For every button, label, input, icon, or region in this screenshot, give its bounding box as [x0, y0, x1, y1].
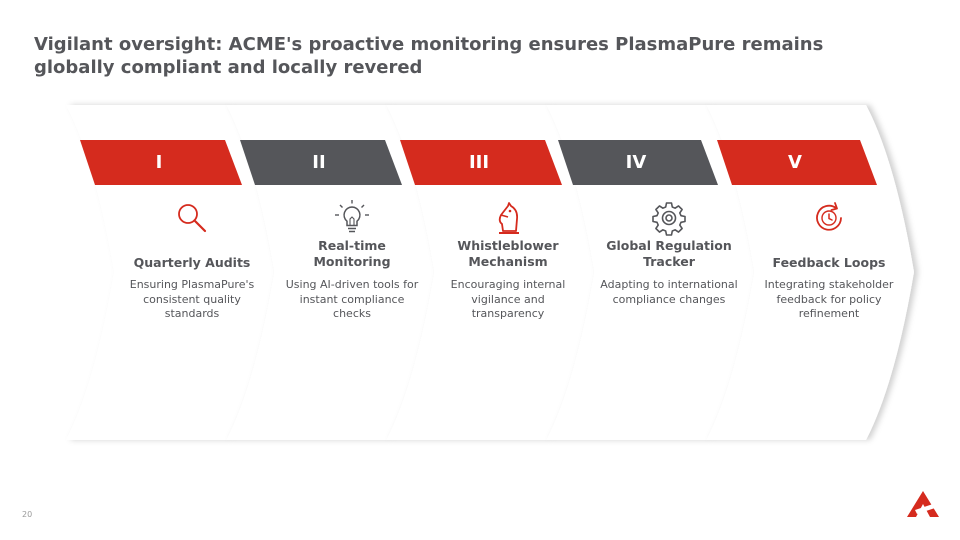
step-title: Quarterly Audits [133, 255, 251, 270]
numeral-1: I [155, 152, 163, 173]
step-description: Encouraging internal vigilance and transparency [450, 278, 566, 320]
magnifier-icon [122, 198, 262, 238]
numeral-2: II [312, 152, 326, 173]
numeral-5: V [788, 152, 802, 173]
acme-logo [906, 490, 940, 518]
step-description: Integrating stakeholder feedback for policy refinement [764, 278, 894, 320]
step-title: Feedback Loops [772, 255, 886, 270]
step-description: Ensuring PlasmaPure's consistent quality standards [129, 278, 255, 320]
step-title: Real-time Monitoring [313, 238, 391, 269]
step-description: Using AI-driven tools for instant compliance checks [285, 278, 419, 320]
refresh-clock-icon [759, 198, 899, 238]
page-number: 20 [22, 510, 33, 519]
step-title: Whistleblower Mechanism [457, 238, 559, 269]
step-title: Global Regulation Tracker [606, 238, 732, 269]
numeral-3: III [468, 152, 490, 173]
numeral-4: IV [625, 152, 647, 173]
step-description: Adapting to international compliance changes [600, 278, 738, 306]
slide-title: Vigilant oversight: ACME's proactive monitoring ensures PlasmaPure remains globally compliant and locally revered [34, 34, 824, 78]
gear-icon [599, 198, 739, 238]
chess-knight-icon [438, 198, 578, 238]
lightbulb-icon [282, 198, 422, 238]
